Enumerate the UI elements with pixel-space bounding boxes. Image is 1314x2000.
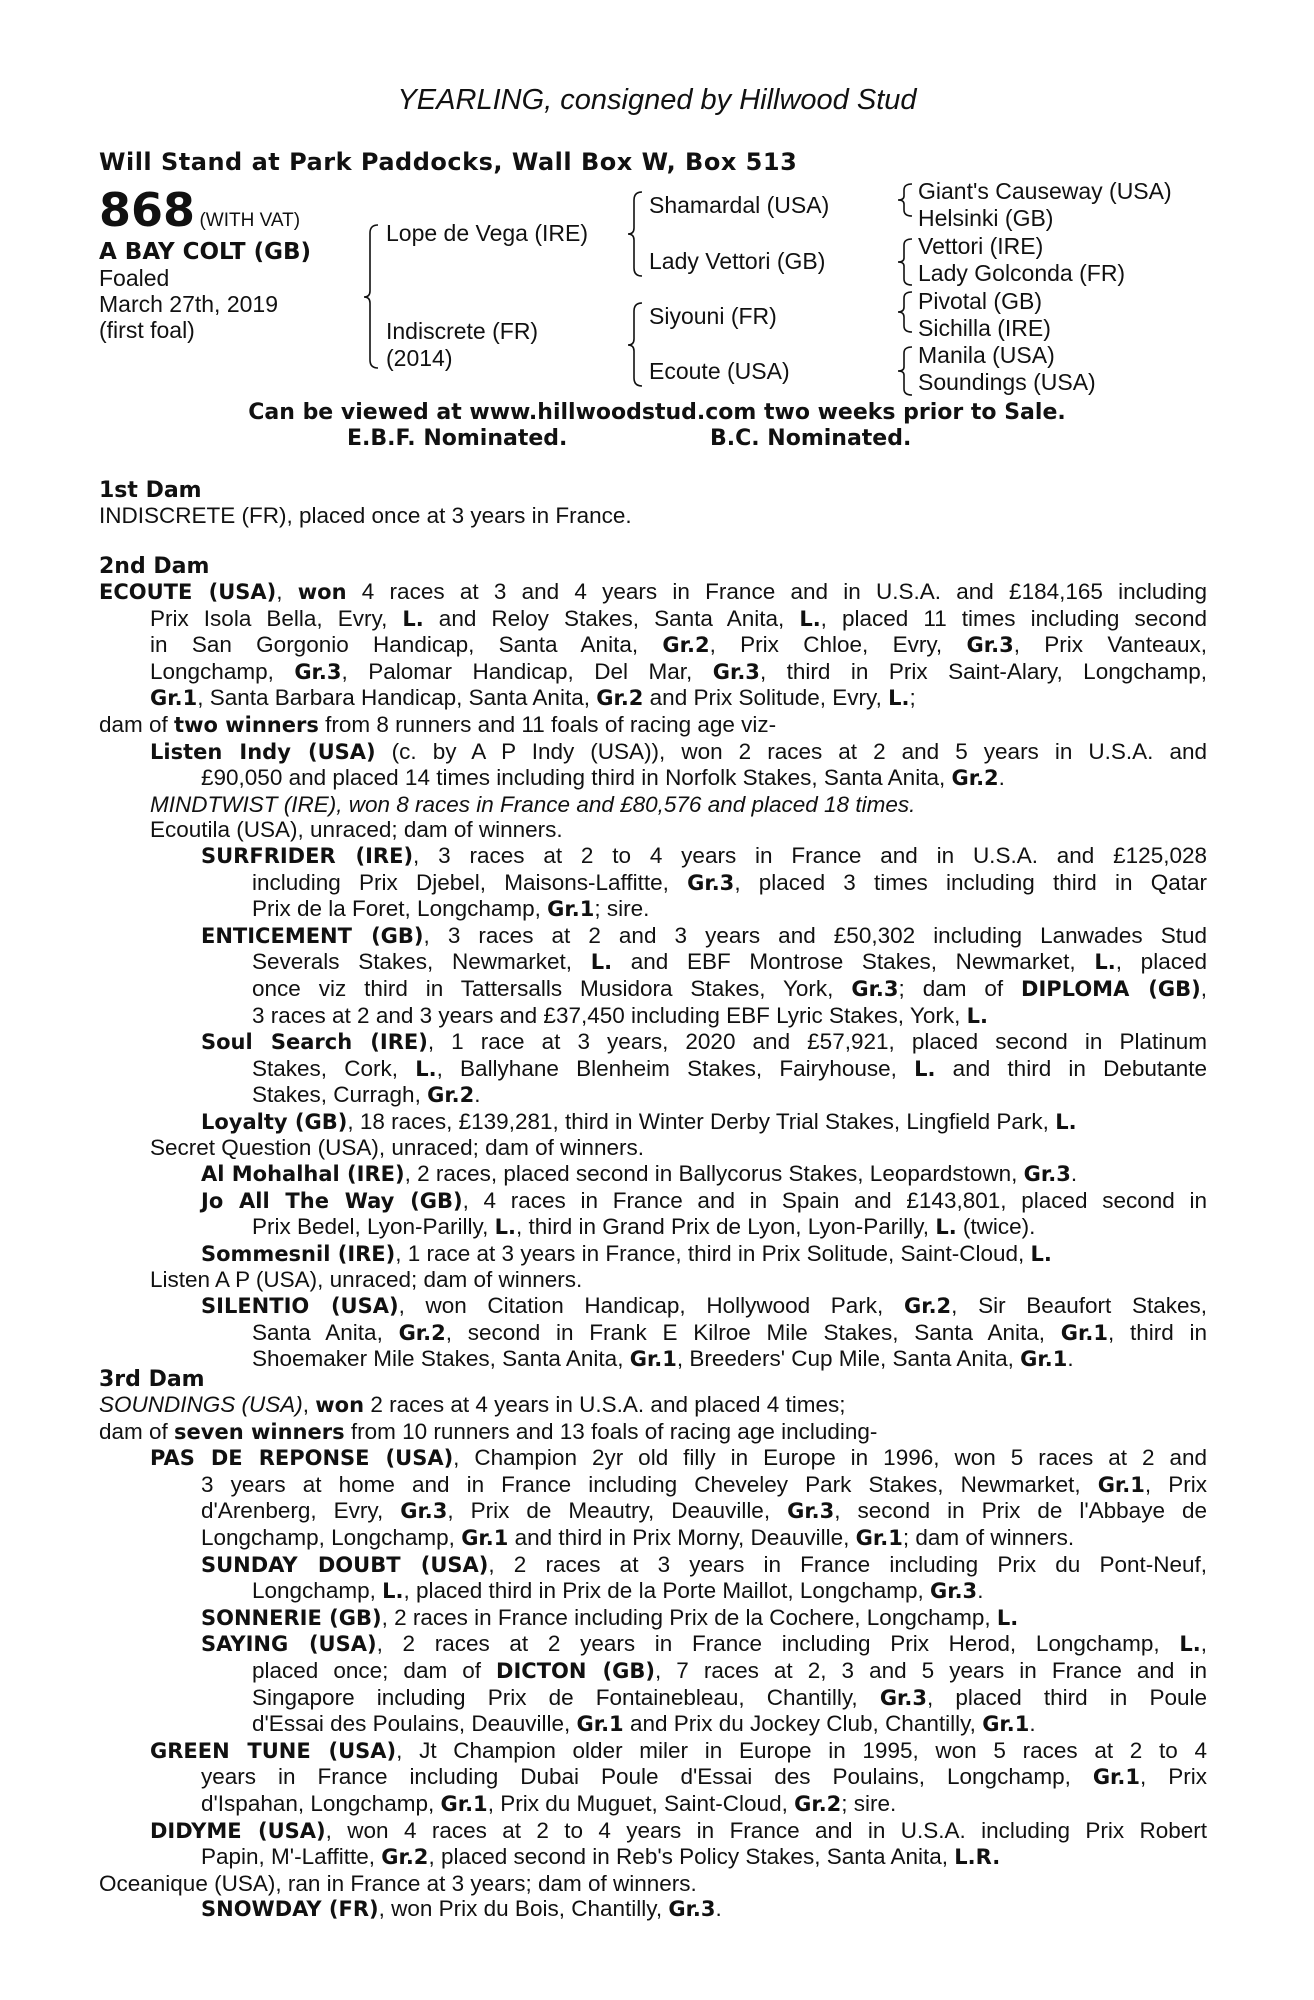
consignor-heading: YEARLING, consigned by Hillwood Stud xyxy=(397,84,917,116)
text-line: SNOWDAY (FR), won Prix du Bois, Chantilly, Gr.3. xyxy=(201,1896,722,1922)
text-line: Severals Stakes, Newmarket, L. and EBF Montrose Stakes, Newmarket, L., placed xyxy=(252,949,1207,975)
text-line: Santa Anita, Gr.2, second in Frank E Kilroe Mile Stakes, Santa Anita, Gr.1, third in xyxy=(252,1319,1207,1345)
text-line: DIDYME (USA), won 4 races at 2 to 4 years in France and in U.S.A. including Prix Robert xyxy=(150,1817,1208,1843)
pedigree-sire-dam: Lady Vettori (GB) xyxy=(649,248,826,274)
text-line: Longchamp, L., placed third in Prix de la Porte Maillot, Longchamp, Gr.3. xyxy=(252,1578,984,1604)
viewing-notice: Can be viewed at www.hillwoodstud.com two weeks prior to Sale. xyxy=(248,400,1066,425)
text-line: SILENTIO (USA), won Citation Handicap, Hollywood Park, Gr.2, Sir Beaufort Stakes, xyxy=(201,1293,1207,1319)
first-dam-text: INDISCRETE (FR), placed once at 3 years in France. xyxy=(99,503,632,528)
vat-note: (WITH VAT) xyxy=(199,210,301,231)
text-line: Soul Search (IRE), 1 race at 3 years, 2020 and £57,921, placed second in Platinum xyxy=(201,1029,1207,1055)
text-line: Longchamp, Gr.3, Palomar Handicap, Del Mar, Gr.3, third in Prix Saint-Alary, Longchamp, xyxy=(150,658,1208,684)
pedigree-dam: Indiscrete (FR) xyxy=(386,318,539,344)
text-line: Stakes, Cork, L., Ballyhane Blenheim Stakes, Fairyhouse, L. and third in Debutante xyxy=(252,1055,1207,1081)
text-line: SONNERIE (GB), 2 races in France including Prix de la Cochere, Longchamp, L. xyxy=(201,1604,1019,1630)
third-dam-heading: 3rd Dam xyxy=(99,1367,205,1392)
text-line: Gr.1, Santa Barbara Handicap, Santa Anita, Gr.2 and Prix Solitude, Evry, L.; xyxy=(150,685,916,711)
pedigree-ssd: Helsinki (GB) xyxy=(918,205,1054,231)
pedigree-dam-sire: Siyouni (FR) xyxy=(649,303,777,329)
text-line: Prix Isola Bella, Evry, L. and Reloy Stakes, Santa Anita, L., placed 11 times including second xyxy=(150,605,1208,631)
text-line: Listen A P (USA), unraced; dam of winners. xyxy=(150,1267,583,1293)
text-line: d'Essai des Poulains, Deauville, Gr.1 and Prix du Jockey Club, Chantilly, Gr.1. xyxy=(252,1711,1036,1737)
third-dam-section xyxy=(99,1392,1207,1923)
pedigree-sds: Vettori (IRE) xyxy=(918,233,1044,259)
text-line: MINDTWIST (IRE), won 8 races in France and £80,576 and placed 18 times. xyxy=(150,791,916,817)
pedigree-dam-year: (2014) xyxy=(386,345,453,371)
foal-note: (first foal) xyxy=(99,317,195,343)
text-line: Jo All The Way (GB), 4 races in France and in Spain and £143,801, placed second in xyxy=(201,1187,1208,1213)
pedigree-dsd: Sichilla (IRE) xyxy=(918,315,1051,341)
text-line: 3 years at home and in France including Cheveley Park Stakes, Newmarket, Gr.1, Prix xyxy=(201,1471,1207,1497)
lot-number: 868 xyxy=(99,183,196,237)
text-line: Secret Question (USA), unraced; dam of winners. xyxy=(150,1135,644,1161)
first-dam-heading: 1st Dam xyxy=(99,478,202,503)
text-line: Oceanique (USA), ran in France at 3 years; dam of winners. xyxy=(99,1870,697,1896)
text-line: in San Gorgonio Handicap, Santa Anita, Gr.2, Prix Chloe, Evry, Gr.3, Prix Vanteaux, xyxy=(150,632,1207,658)
text-line: placed once; dam of DICTON (GB), 7 races at 2, 3 and 5 years in France and in xyxy=(252,1657,1207,1683)
text-line: once viz third in Tattersalls Musidora Stakes, York, Gr.3; dam of DIPLOMA (GB), xyxy=(252,975,1207,1001)
pedigree-dam-dam: Ecoute (USA) xyxy=(649,358,790,384)
ebf-nomination: E.B.F. Nominated. xyxy=(347,426,568,451)
text-line: Listen Indy (USA) (c. by A P Indy (USA)), won 2 races at 2 and 5 years in U.S.A. and xyxy=(150,738,1208,764)
pedigree-sire: Lope de Vega (IRE) xyxy=(386,220,589,246)
text-line: Al Mohalhal (IRE), 2 races, placed second in Ballycorus Stakes, Leopardstown, Gr.3. xyxy=(201,1161,1078,1187)
pedigree-sdd: Lady Golconda (FR) xyxy=(918,260,1126,286)
text-line: Sommesnil (IRE), 1 race at 3 years in France, third in Prix Solitude, Saint-Cloud, L. xyxy=(201,1240,1052,1266)
text-line: Shoemaker Mile Stakes, Santa Anita, Gr.1, Breeders' Cup Mile, Santa Anita, Gr.1. xyxy=(252,1346,1074,1372)
lot-name: A BAY COLT (GB) xyxy=(99,239,312,265)
text-line: GREEN TUNE (USA), Jt Champion older miler in Europe in 1995, won 5 races at 2 to 4 xyxy=(150,1737,1207,1763)
stand-location: Will Stand at Park Paddocks, Wall Box W, Box 513 xyxy=(99,148,798,176)
second-dam-section xyxy=(99,579,1207,1373)
text-line: dam of two winners from 8 runners and 11 foals of racing age viz- xyxy=(99,711,777,737)
text-line: d'Arenberg, Evry, Gr.3, Prix de Meautry, Deauville, Gr.3, second in Prix de l'Abbaye de xyxy=(201,1498,1207,1524)
text-line: Papin, M'-Laffitte, Gr.2, placed second in Reb's Policy Stakes, Santa Anita, L.R. xyxy=(201,1844,1001,1870)
text-line: SUNDAY DOUBT (USA), 2 races at 3 years in France including Prix du Pont-Neuf, xyxy=(201,1551,1208,1577)
text-line: Stakes, Curragh, Gr.2. xyxy=(252,1082,481,1108)
text-line: Loyalty (GB), 18 races, £139,281, third in Winter Derby Trial Stakes, Lingfield Park, L. xyxy=(201,1108,1077,1134)
text-line: Singapore including Prix de Fontainebleau, Chantilly, Gr.3, placed third in Poule xyxy=(252,1684,1207,1710)
text-line: including Prix Djebel, Maisons-Laffitte, Gr.3, placed 3 times including third in Qatar xyxy=(252,869,1207,895)
text-line: Prix de la Foret, Longchamp, Gr.1; sire. xyxy=(252,896,650,922)
text-line: £90,050 and placed 14 times including third in Norfolk Stakes, Santa Anita, Gr.2. xyxy=(201,765,1005,791)
text-line: PAS DE REPONSE (USA), Champion 2yr old filly in Europe in 1996, won 5 races at 2 and xyxy=(150,1445,1207,1471)
pedigree-ddd: Soundings (USA) xyxy=(918,369,1096,395)
pedigree-sire-sire: Shamardal (USA) xyxy=(649,192,830,218)
text-line: ENTICEMENT (GB), 3 races at 2 and 3 years and £50,302 including Lanwades Stud xyxy=(201,922,1207,948)
second-dam-heading: 2nd Dam xyxy=(99,554,210,579)
text-line: SAYING (USA), 2 races at 2 years in France including Prix Herod, Longchamp, L., xyxy=(201,1631,1207,1657)
text-line: SOUNDINGS (USA), won 2 races at 4 years in U.S.A. and placed 4 times; xyxy=(99,1392,846,1417)
text-line: 3 races at 2 and 3 years and £37,450 including EBF Lyric Stakes, York, L. xyxy=(252,1002,988,1028)
pedigree-dss: Pivotal (GB) xyxy=(918,288,1042,314)
text-line: Prix Bedel, Lyon-Parilly, L., third in Grand Prix de Lyon, Lyon-Parilly, L. (twice). xyxy=(252,1214,1036,1240)
text-line: d'Ispahan, Longchamp, Gr.1, Prix du Muguet, Saint-Cloud, Gr.2; sire. xyxy=(201,1790,897,1816)
pedigree-sss: Giant's Causeway (USA) xyxy=(918,178,1172,204)
text-line: Longchamp, Longchamp, Gr.1 and third in Prix Morny, Deauville, Gr.1; dam of winners. xyxy=(201,1524,1075,1550)
foaled-date: March 27th, 2019 xyxy=(99,291,279,317)
text-line: years in France including Dubai Poule d'Essai des Poulains, Longchamp, Gr.1, Prix xyxy=(201,1764,1207,1790)
text-line: SURFRIDER (IRE), 3 races at 2 to 4 years in France and in U.S.A. and £125,028 xyxy=(201,842,1207,868)
text-line: dam of seven winners from 10 runners and 13 foals of racing age including- xyxy=(99,1418,878,1444)
bc-nomination: B.C. Nominated. xyxy=(710,426,912,451)
pedigree-dds: Manila (USA) xyxy=(918,342,1055,368)
foaled-label: Foaled xyxy=(99,265,170,291)
text-line: Ecoutila (USA), unraced; dam of winners. xyxy=(150,817,563,843)
text-line: ECOUTE (USA), won 4 races at 3 and 4 years in France and in U.S.A. and £184,165 including xyxy=(99,579,1207,604)
